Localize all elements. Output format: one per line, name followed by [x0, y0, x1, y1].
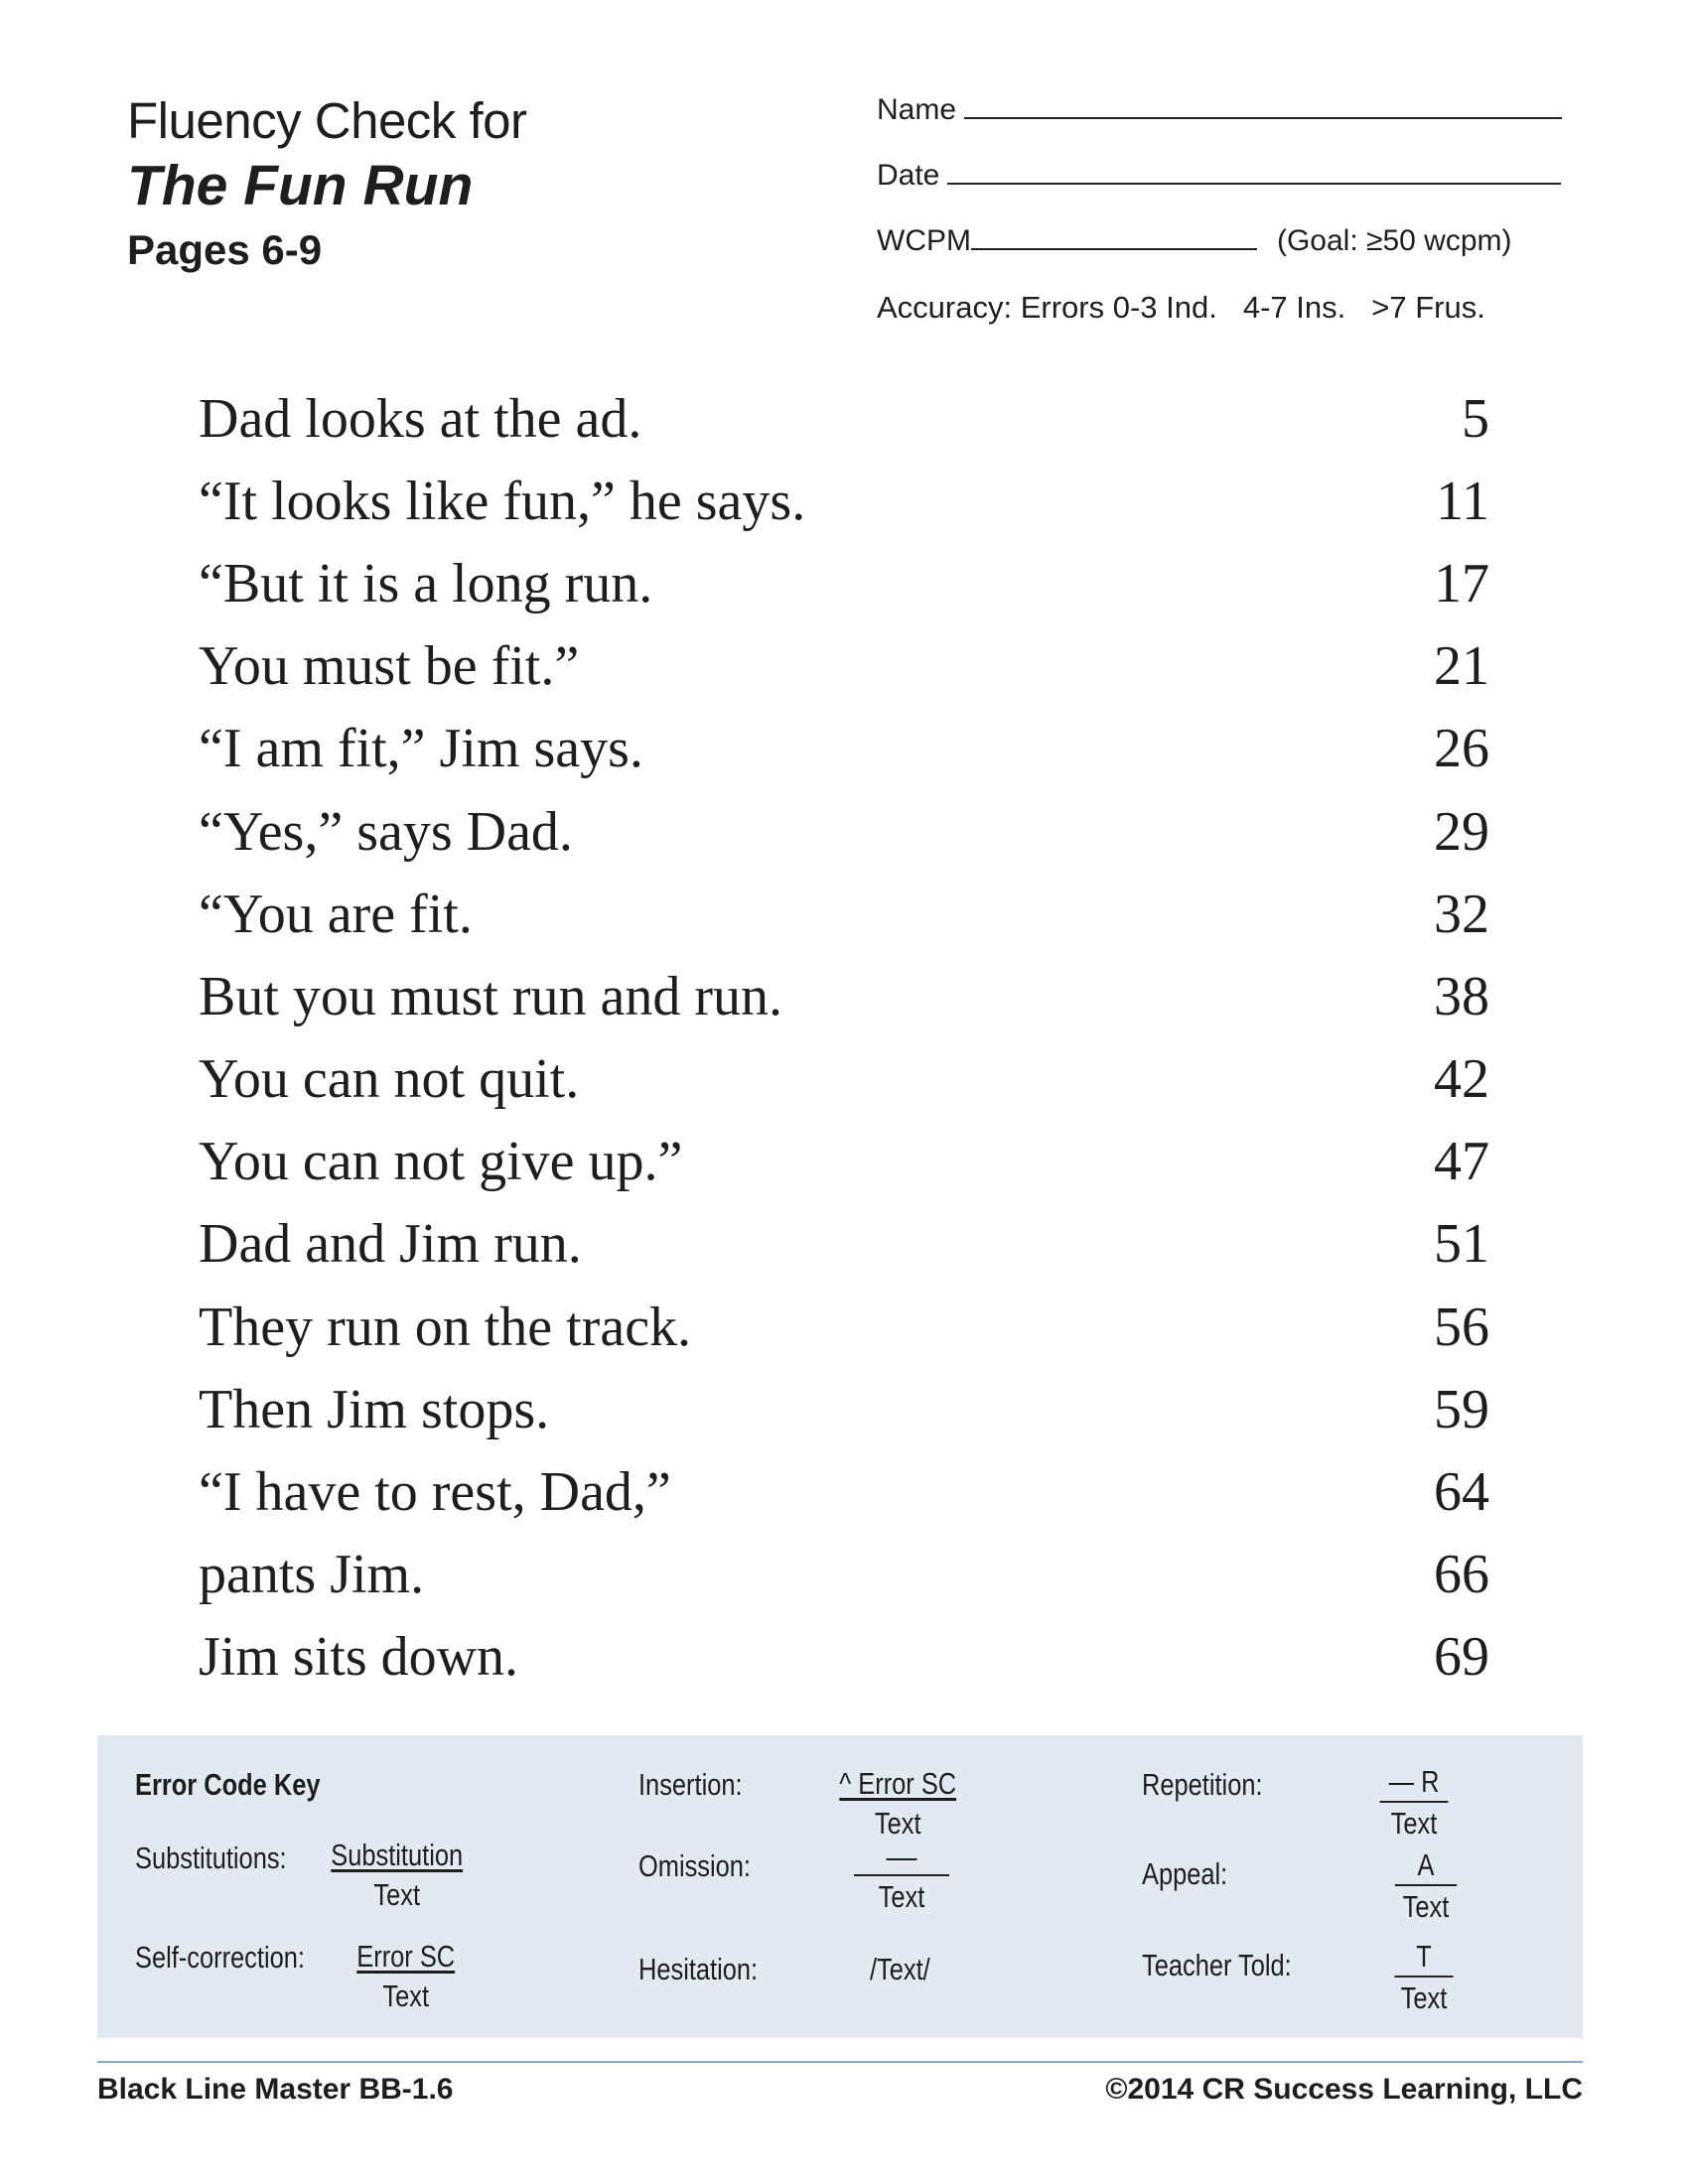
word-count: 38 [1434, 965, 1489, 1027]
accuracy-instructional: 4-7 Ins. [1242, 290, 1346, 325]
passage-line [199, 955, 1489, 1037]
passage [199, 377, 1489, 1699]
self-correction-notation [353, 1938, 458, 2017]
date-label: Date [877, 159, 940, 192]
repetition-top: — R [1380, 1763, 1449, 1803]
word-count: 21 [1434, 635, 1489, 698]
omission-top: — [854, 1841, 949, 1876]
passage-text: Jim sits down. [199, 1626, 519, 1689]
wcpm-field [877, 224, 1512, 258]
hesitation-notation: /Text/ [870, 1952, 930, 1986]
self-correction-bottom: Text [382, 1979, 430, 2013]
passage-text: pants Jim. [199, 1544, 425, 1606]
wcpm-label: WCPM [877, 224, 971, 257]
passage-line [199, 1450, 1489, 1533]
self-correction-top: Error SC [356, 1939, 456, 1974]
error-key-title: Error Code Key [135, 1767, 321, 1802]
footer-divider [97, 2061, 1583, 2063]
word-count: 29 [1434, 800, 1489, 863]
passage-text: You can not give up.” [199, 1131, 683, 1193]
insertion-notation [836, 1765, 959, 1844]
teacher-told-label: Teacher Told: [1142, 1948, 1292, 1982]
title-block [127, 91, 527, 280]
word-count: 11 [1436, 470, 1489, 532]
appeal-label: Appeal: [1142, 1856, 1228, 1891]
passage-text: Then Jim stops. [199, 1378, 550, 1440]
substitutions-bottom: Text [373, 1877, 421, 1912]
passage-text: They run on the track. [199, 1296, 692, 1358]
insertion-bottom: Text [874, 1806, 921, 1841]
passage-line [199, 1121, 1489, 1203]
passage-text: “I am fit,” Jim says. [199, 718, 643, 780]
substitutions-top: Substitution [331, 1838, 464, 1872]
footer-master-id: Black Line Master BB-1.6 [97, 2073, 454, 2106]
omission-label: Omission: [638, 1848, 752, 1883]
word-count: 59 [1434, 1378, 1489, 1440]
insertion-top: ^ Error SC [839, 1766, 957, 1801]
passage-line [199, 460, 1489, 542]
word-count: 51 [1434, 1213, 1489, 1276]
word-count: 64 [1434, 1461, 1489, 1524]
title-pages: Pages 6-9 [127, 226, 323, 273]
word-count: 42 [1434, 1048, 1489, 1111]
passage-text: “But it is a long run. [199, 552, 653, 614]
passage-line [199, 708, 1489, 790]
passage-text: “Yes,” says Dad. [199, 800, 573, 863]
word-count: 26 [1434, 718, 1489, 780]
date-blank-line[interactable] [947, 182, 1561, 185]
name-blank-line[interactable] [964, 116, 1562, 119]
accuracy-independent: Accuracy: Errors 0-3 Ind. [877, 290, 1217, 325]
passage-line [199, 1286, 1489, 1368]
word-count: 69 [1434, 1626, 1489, 1689]
passage-line [199, 1616, 1489, 1699]
title-line-1: Fluency Check for [127, 92, 527, 149]
insertion-label: Insertion: [638, 1767, 743, 1802]
teacher-told-notation [1388, 1938, 1460, 2019]
footer-copyright: ©2014 CR Success Learning, LLC [1105, 2073, 1583, 2106]
omission-bottom: Text [878, 1879, 925, 1914]
wcpm-blank-line[interactable] [971, 247, 1257, 250]
omission-notation [854, 1841, 949, 1918]
passage-text: You must be fit.” [199, 635, 580, 698]
self-correction-label: Self-correction: [135, 1940, 305, 1975]
appeal-bottom: Text [1402, 1889, 1450, 1924]
teacher-told-bottom: Text [1400, 1980, 1448, 2015]
date-field [877, 159, 1561, 193]
passage-line [199, 1038, 1489, 1121]
title-book-name: The Fun Run [127, 154, 474, 217]
name-field [877, 93, 1562, 127]
word-count: 47 [1434, 1131, 1489, 1193]
passage-line [199, 625, 1489, 708]
passage-text: Dad looks at the ad. [199, 387, 642, 450]
passage-line [199, 873, 1489, 955]
passage-text: “You are fit. [199, 883, 473, 945]
passage-line [199, 1534, 1489, 1616]
passage-line [199, 1203, 1489, 1286]
accuracy-row [877, 290, 1485, 326]
substitutions-notation [328, 1837, 466, 1916]
passage-text: “It looks like fun,” he says. [199, 470, 806, 532]
word-count: 17 [1434, 552, 1489, 614]
name-label: Name [877, 93, 957, 126]
word-count: 56 [1434, 1296, 1489, 1358]
error-code-key [97, 1735, 1583, 2038]
passage-line [199, 790, 1489, 873]
passage-text: But you must run and run. [199, 965, 782, 1027]
goal-text: (Goal: ≥50 wcpm) [1276, 224, 1512, 257]
word-count: 32 [1434, 883, 1489, 945]
hesitation-label: Hesitation: [638, 1952, 759, 1986]
passage-text: Dad and Jim run. [199, 1213, 582, 1276]
word-count: 5 [1462, 387, 1489, 450]
passage-text: You can not quit. [199, 1048, 580, 1111]
word-count: 66 [1434, 1544, 1489, 1606]
passage-line [199, 1368, 1489, 1450]
passage-line [199, 542, 1489, 624]
passage-line [199, 377, 1489, 460]
teacher-told-top: T [1394, 1938, 1453, 1978]
accuracy-frustration: >7 Frus. [1371, 290, 1485, 325]
appeal-notation [1388, 1846, 1464, 1928]
appeal-top: A [1395, 1846, 1457, 1886]
substitutions-label: Substitutions: [135, 1841, 287, 1875]
passage-text: “I have to rest, Dad,” [199, 1461, 671, 1524]
repetition-bottom: Text [1390, 1806, 1438, 1841]
repetition-label: Repetition: [1142, 1767, 1263, 1802]
repetition-notation [1372, 1763, 1456, 1844]
